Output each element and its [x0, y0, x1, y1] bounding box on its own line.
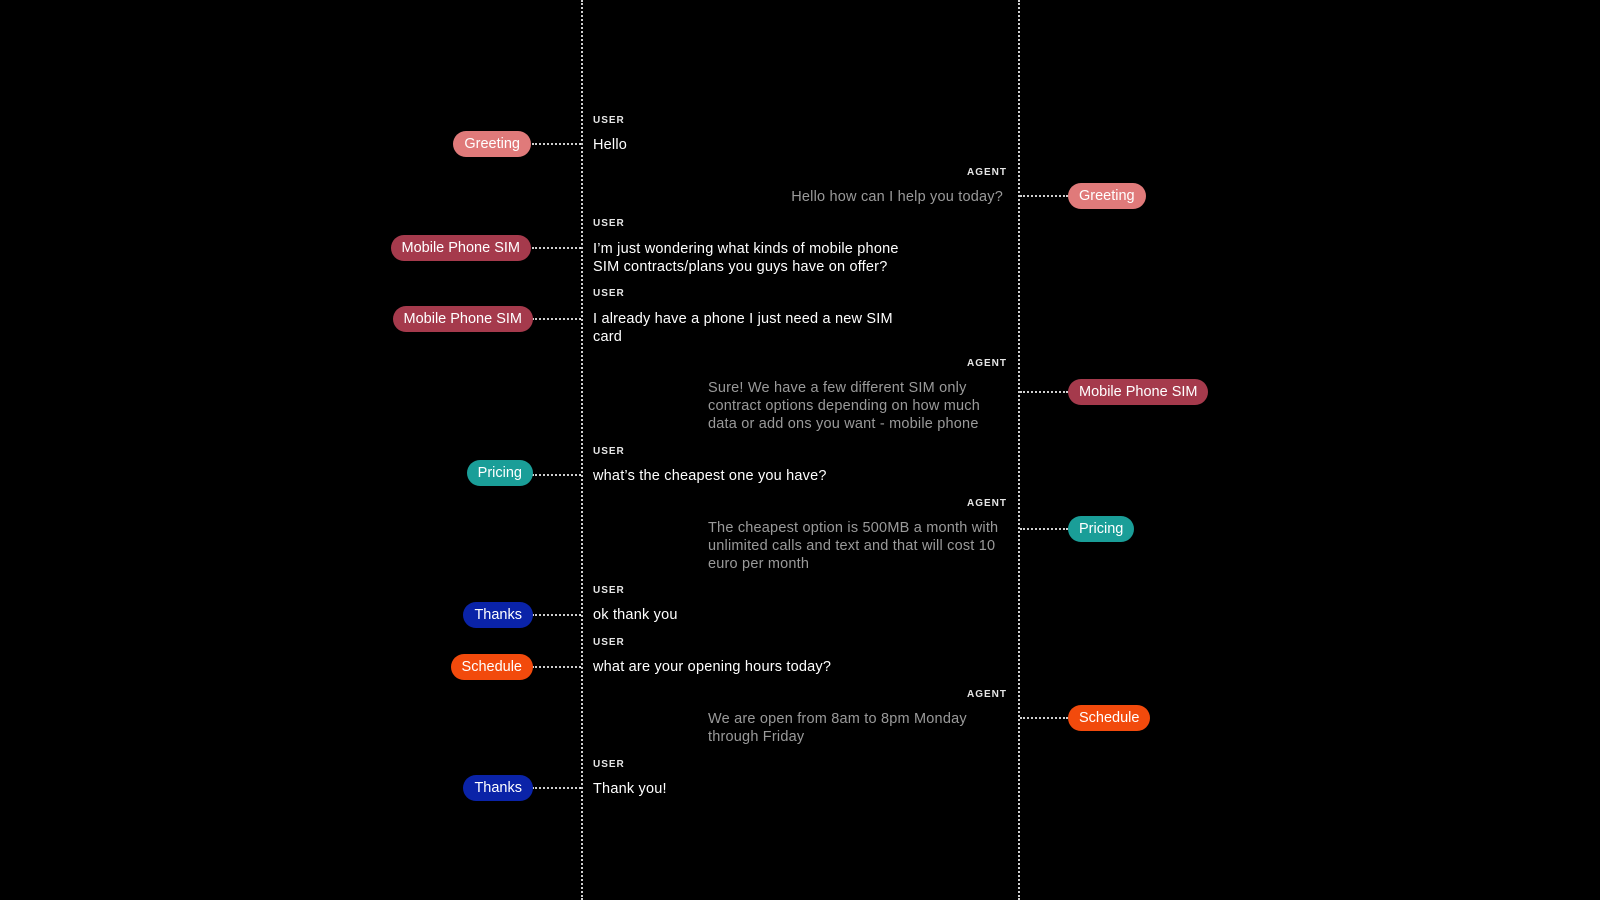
intent-connector [532, 143, 581, 145]
user-message: I already have a phone I just need a new SIM card [593, 311, 893, 345]
intent-connector [532, 318, 581, 320]
intent-tag-greeting[interactable]: Greeting [453, 131, 531, 157]
speaker-label: USER [593, 115, 625, 126]
user-message: Hello [593, 137, 628, 153]
speaker-label: USER [593, 759, 625, 770]
intent-connector [532, 247, 581, 249]
user-timeline-line [581, 0, 583, 900]
intent-connector [532, 787, 581, 789]
agent-message: We are open from 8am to 8pm Monday through Friday [708, 711, 967, 745]
speaker-label: AGENT [967, 689, 1007, 700]
user-message: what’s the cheapest one you have? [593, 468, 827, 484]
speaker-label: USER [593, 637, 625, 648]
speaker-label: USER [593, 446, 625, 457]
speaker-label: USER [593, 218, 625, 229]
intent-connector [532, 474, 581, 476]
speaker-label: USER [593, 585, 625, 596]
intent-tag-pricing[interactable]: Pricing [1068, 516, 1134, 542]
intent-connector [532, 666, 581, 668]
agent-timeline-line [1018, 0, 1020, 900]
intent-tag-mobile-phone-sim[interactable]: Mobile Phone SIM [1068, 379, 1208, 405]
intent-tag-schedule[interactable]: Schedule [451, 654, 533, 680]
user-message: ok thank you [593, 607, 678, 623]
intent-tag-mobile-phone-sim[interactable]: Mobile Phone SIM [393, 306, 533, 332]
agent-message: Hello how can I help you today? [791, 189, 1003, 205]
intent-tag-thanks[interactable]: Thanks [463, 602, 533, 628]
intent-connector [1020, 195, 1068, 197]
user-message: what are your opening hours today? [593, 659, 832, 675]
agent-message: Sure! We have a few different SIM only contract options depending on how much data or add ons you want - mobile phone [708, 380, 980, 432]
intent-connector [1020, 528, 1068, 530]
speaker-label: AGENT [967, 498, 1007, 509]
intent-tag-schedule[interactable]: Schedule [1068, 705, 1150, 731]
intent-tag-thanks[interactable]: Thanks [463, 775, 533, 801]
user-message: I’m just wondering what kinds of mobile phone SIM contracts/plans you guys have on offer? [593, 241, 899, 275]
agent-message: The cheapest option is 500MB a month with unlimited calls and text and that will cost 10 euro per month [708, 520, 999, 572]
intent-tag-mobile-phone-sim[interactable]: Mobile Phone SIM [391, 235, 531, 261]
intent-connector [532, 614, 581, 616]
speaker-label: AGENT [967, 358, 1007, 369]
intent-connector [1020, 391, 1068, 393]
intent-tag-pricing[interactable]: Pricing [467, 460, 533, 486]
speaker-label: AGENT [967, 167, 1007, 178]
intent-connector [1020, 717, 1068, 719]
speaker-label: USER [593, 288, 625, 299]
user-message: Thank you! [593, 781, 667, 797]
intent-tag-greeting[interactable]: Greeting [1068, 183, 1146, 209]
